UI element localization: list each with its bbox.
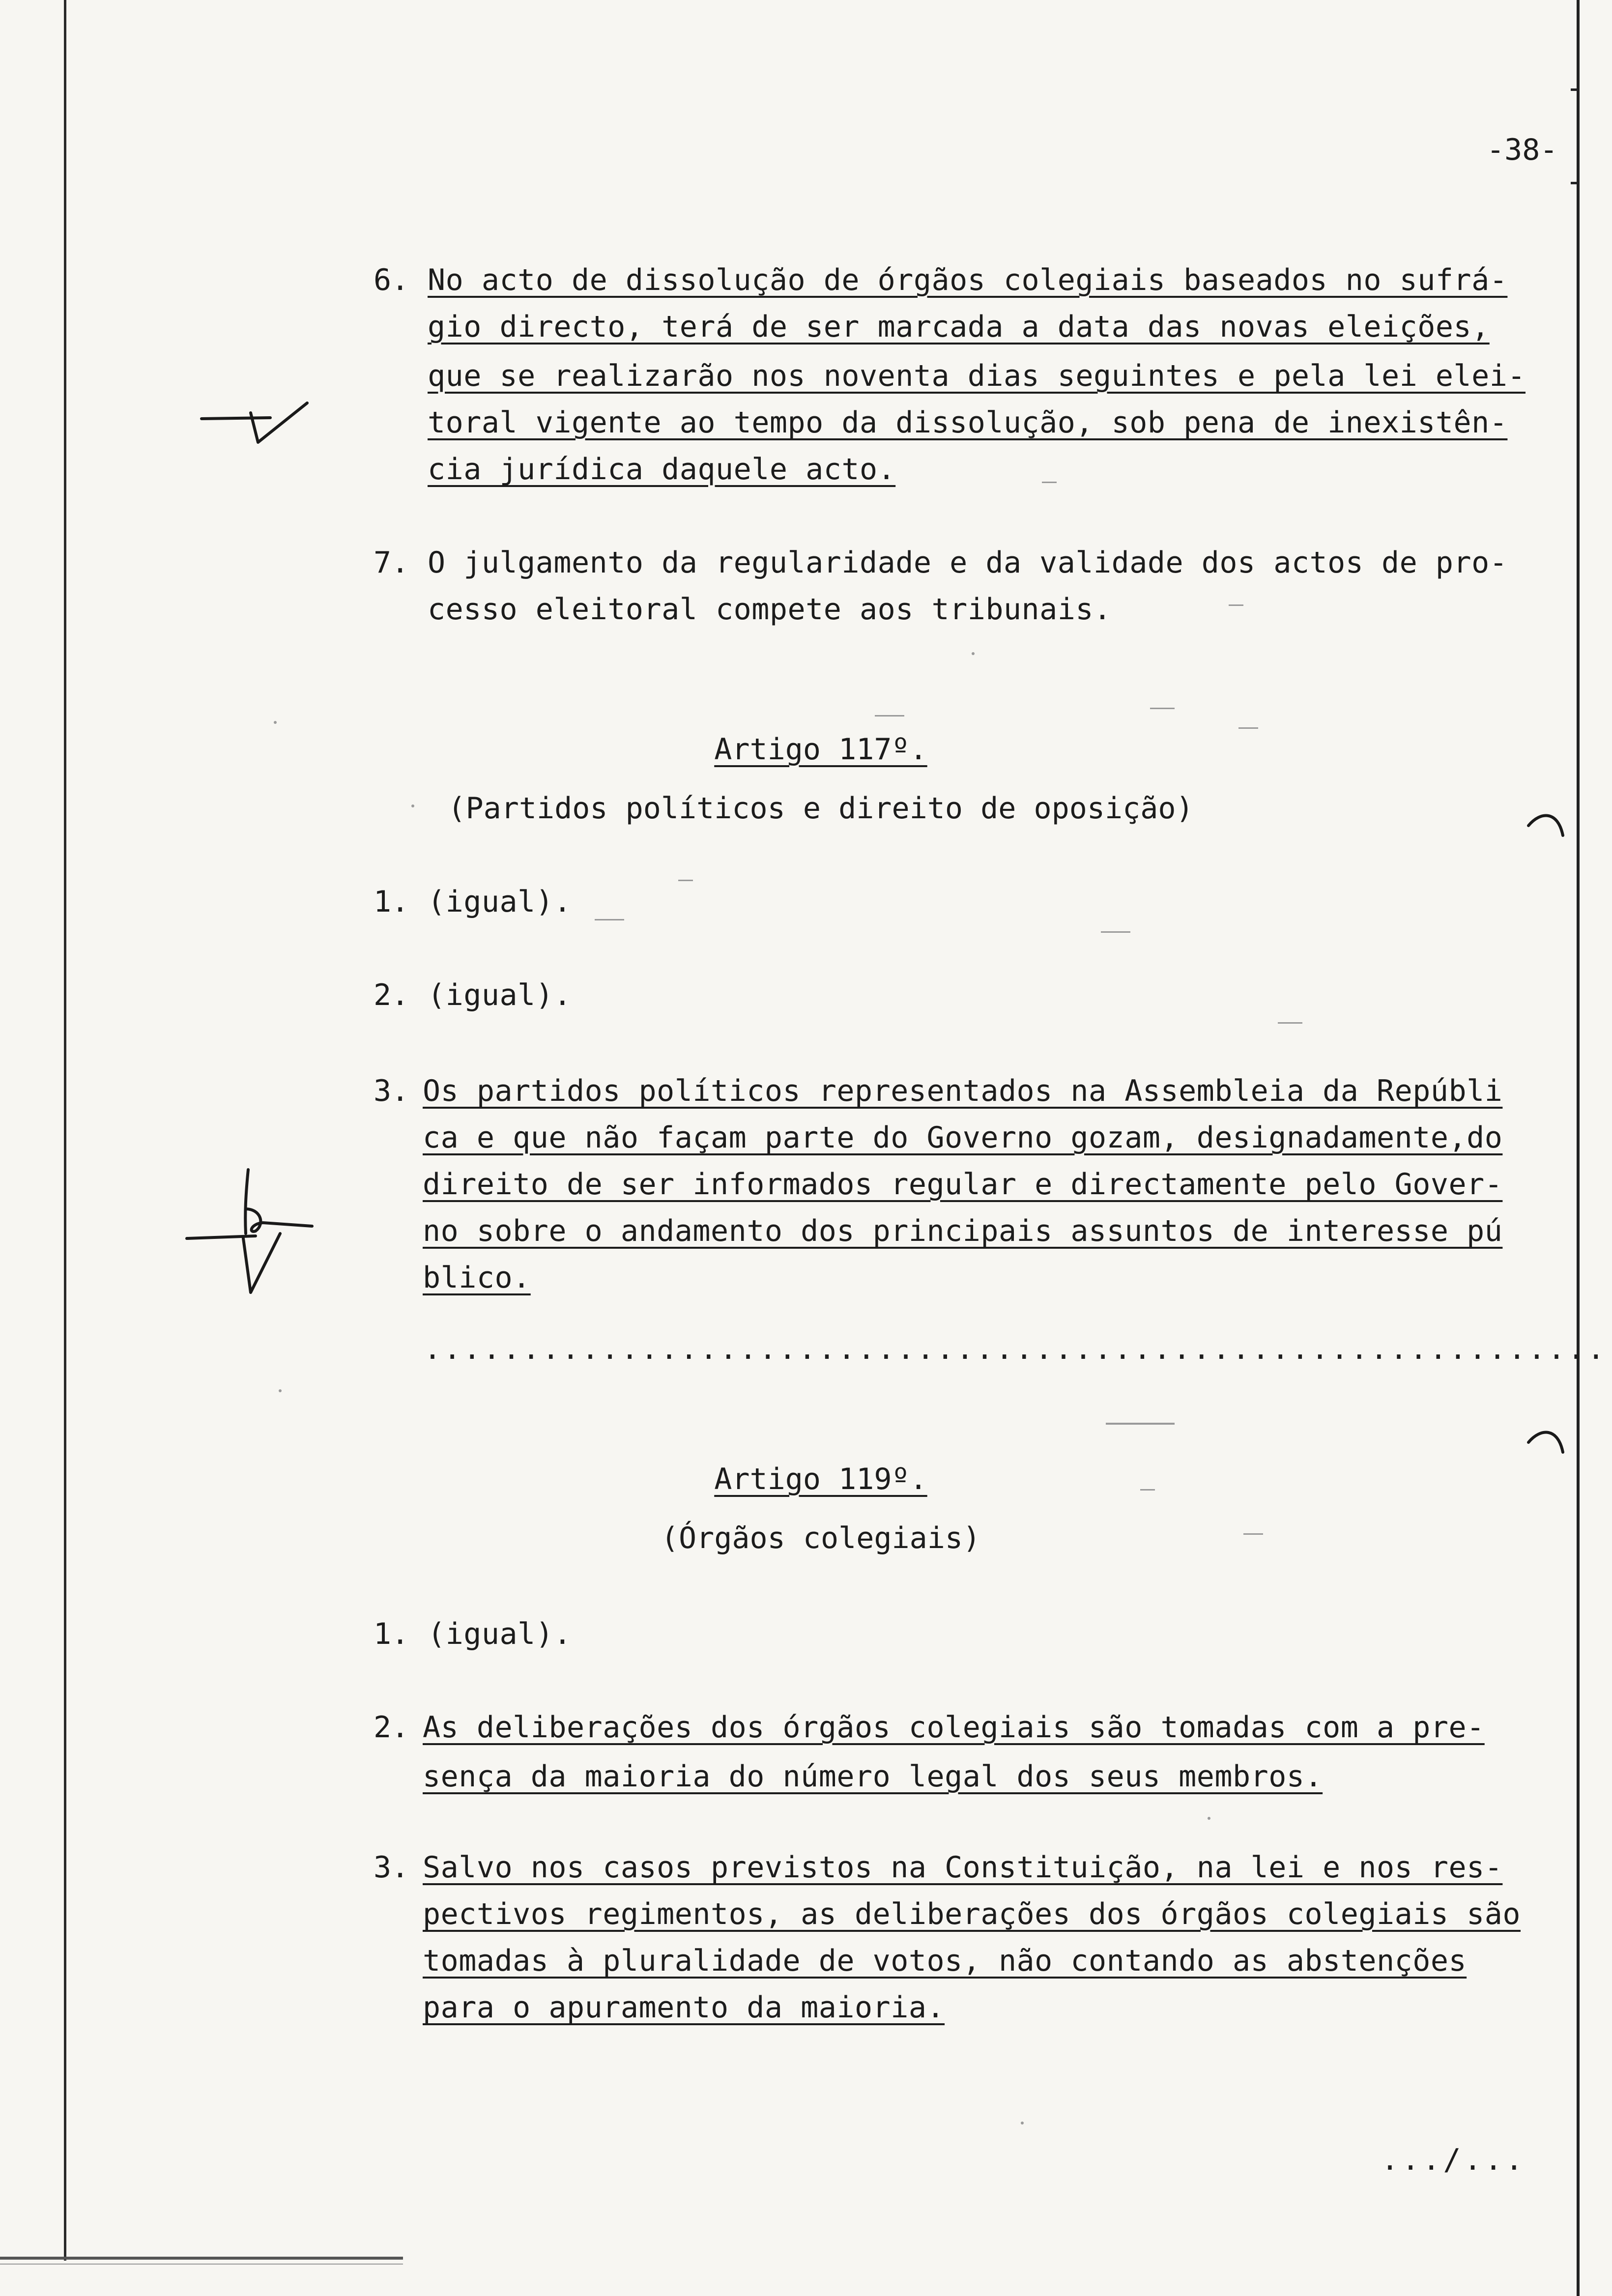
article-119-item-3-line-3: tomadas à pluralidade de votos, não contando as abstenções — [423, 1944, 1467, 1978]
article-117-item-3-line-2: ca e que não façam parte do Governo gozam, designadamente,do — [423, 1120, 1503, 1155]
article-117-item-2-number: 2. — [374, 978, 409, 1012]
article-117-item-3-line-3: direito de ser informados regular e directamente pelo Gover- — [423, 1167, 1503, 1202]
article-117-item-2-text: (igual). — [428, 978, 572, 1012]
article-117-item-3-line-1: Os partidos políticos representados na Assembleia da Repúbli — [423, 1074, 1503, 1108]
section-6-number: 6. — [374, 263, 409, 297]
article-117-item-3-line-5: blico. — [423, 1261, 531, 1295]
omission-dots: ............................................................ — [424, 1332, 1607, 1366]
article-119-title: Artigo 119º. — [714, 1462, 927, 1496]
section-6-line-2: gio directo, terá de ser marcada a data das novas eleições, — [428, 310, 1490, 344]
article-117-item-1-text: (igual). — [428, 885, 572, 919]
continuation-mark: .../... — [1381, 2143, 1526, 2177]
page-number: -38- — [1487, 133, 1558, 167]
section-7-number: 7. — [374, 545, 409, 580]
section-7-line-2: cesso eleitoral compete aos tribunais. — [428, 592, 1112, 627]
article-117-subtitle: (Partidos políticos e direito de oposição) — [448, 791, 1194, 826]
article-119-item-3-number: 3. — [374, 1850, 409, 1885]
article-119-item-1-number: 1. — [374, 1617, 409, 1651]
article-119-item-3-line-1: Salvo nos casos previstos na Constituição, na lei e nos res- — [423, 1850, 1503, 1885]
article-117-title: Artigo 117º. — [714, 732, 927, 767]
article-117-item-1-number: 1. — [374, 885, 409, 919]
article-119-item-1-text: (igual). — [428, 1617, 572, 1651]
section-7-line-1: O julgamento da regularidade e da validade dos actos de pro- — [428, 545, 1508, 580]
article-119-item-2-line-2: sença da maioria do número legal dos seus membros. — [423, 1759, 1323, 1794]
section-6-line-3: que se realizarão nos noventa dias seguintes e pela lei elei- — [428, 359, 1526, 393]
section-6-line-1: No acto de dissolução de órgãos colegiais baseados no sufrá- — [428, 263, 1508, 297]
article-119-item-2-line-1: As deliberações dos órgãos colegiais são tomadas com a pre- — [423, 1710, 1485, 1745]
section-6-line-4: toral vigente ao tempo da dissolução, sob pena de inexistên- — [428, 405, 1508, 440]
article-119-item-3-line-4: para o apuramento da maioria. — [423, 1990, 945, 2025]
article-117-item-3-number: 3. — [374, 1074, 409, 1108]
article-119-item-3-line-2: pectivos regimentos, as deliberações dos órgãos colegiais são — [423, 1897, 1521, 1931]
article-117-item-3-line-4: no sobre o andamento dos principais assuntos de interesse pú — [423, 1214, 1503, 1248]
article-119-item-2-number: 2. — [374, 1710, 409, 1745]
section-6-line-5: cia jurídica daquele acto. — [428, 452, 896, 487]
article-119-subtitle: (Órgãos colegiais) — [661, 1521, 981, 1555]
